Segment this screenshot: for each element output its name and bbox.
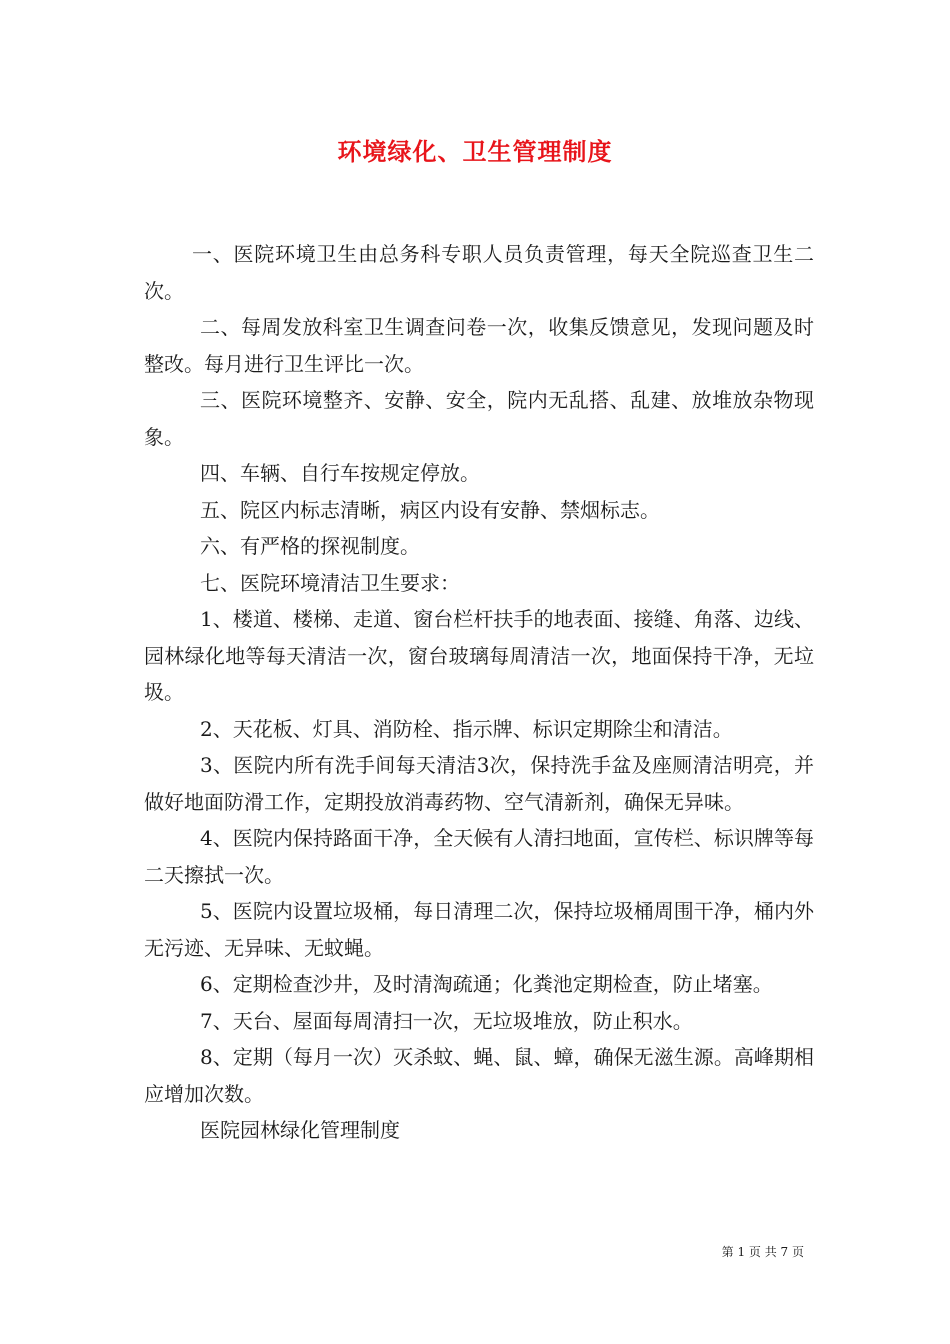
document-body — [144, 236, 814, 1149]
document-title: 环境绿化、卫生管理制度 — [337, 137, 613, 166]
paragraph-item-6: 6、定期检查沙井，及时清淘疏通；化粪池定期检查，防止堵塞。 — [200, 972, 773, 996]
paragraph-6: 六、有严格的探视制度。 — [200, 534, 420, 558]
section-heading-greening: 医院园林绿化管理制度 — [200, 1118, 400, 1142]
paragraph-item-1: 1、楼道、楼梯、走道、窗台栏杆扶手的地表面、接缝、角落、边线、园林绿化地等每天清洁一次，窗台玻璃每周清洁一次，地面保持干净，无垃圾。 — [144, 607, 814, 704]
page-number-footer: 第 1 页 共 7 页 — [721, 1245, 804, 1259]
paragraph-item-8: 8、定期（每月一次）灭杀蚊、蝇、鼠、蟑，确保无滋生源。高峰期相应增加次数。 — [144, 1045, 814, 1106]
paragraph-5: 五、院区内标志清晰，病区内设有安静、禁烟标志。 — [200, 497, 660, 522]
paragraph-1: 一、医院环境卫生由总务科专职人员负责管理，每天全院巡查卫生二次。 — [144, 242, 814, 303]
paragraph-item-4: 4、医院内保持路面干净，全天候有人清扫地面，宣传栏、标识牌等每二天擦拭一次。 — [144, 826, 814, 887]
paragraph-item-5: 5、医院内设置垃圾桶，每日清理二次，保持垃圾桶周围干净，桶内外无污迹、无异味、无蚊蝇。 — [144, 899, 814, 960]
paragraph-7: 七、医院环境清洁卫生要求： — [200, 570, 460, 595]
paragraph-item-2: 2、天花板、灯具、消防栓、指示牌、标识定期除尘和清洁。 — [200, 716, 733, 741]
paragraph-item-3: 3、医院内所有洗手间每天清洁3次，保持洗手盆及座厕清洁明亮，并做好地面防滑工作，定期投放消毒药物、空气清新剂，确保无异味。 — [144, 753, 814, 814]
paragraph-4: 四、车辆、自行车按规定停放。 — [200, 461, 480, 485]
paragraph-item-7: 7、天台、屋面每周清扫一次，无垃圾堆放，防止积水。 — [200, 1008, 693, 1033]
paragraph-2: 二、每周发放科室卫生调查问卷一次，收集反馈意见，发现问题及时整改。每月进行卫生评比一次。 — [144, 315, 814, 376]
paragraph-3: 三、医院环境整齐、安静、安全，院内无乱搭、乱建、放堆放杂物现象。 — [144, 388, 814, 449]
